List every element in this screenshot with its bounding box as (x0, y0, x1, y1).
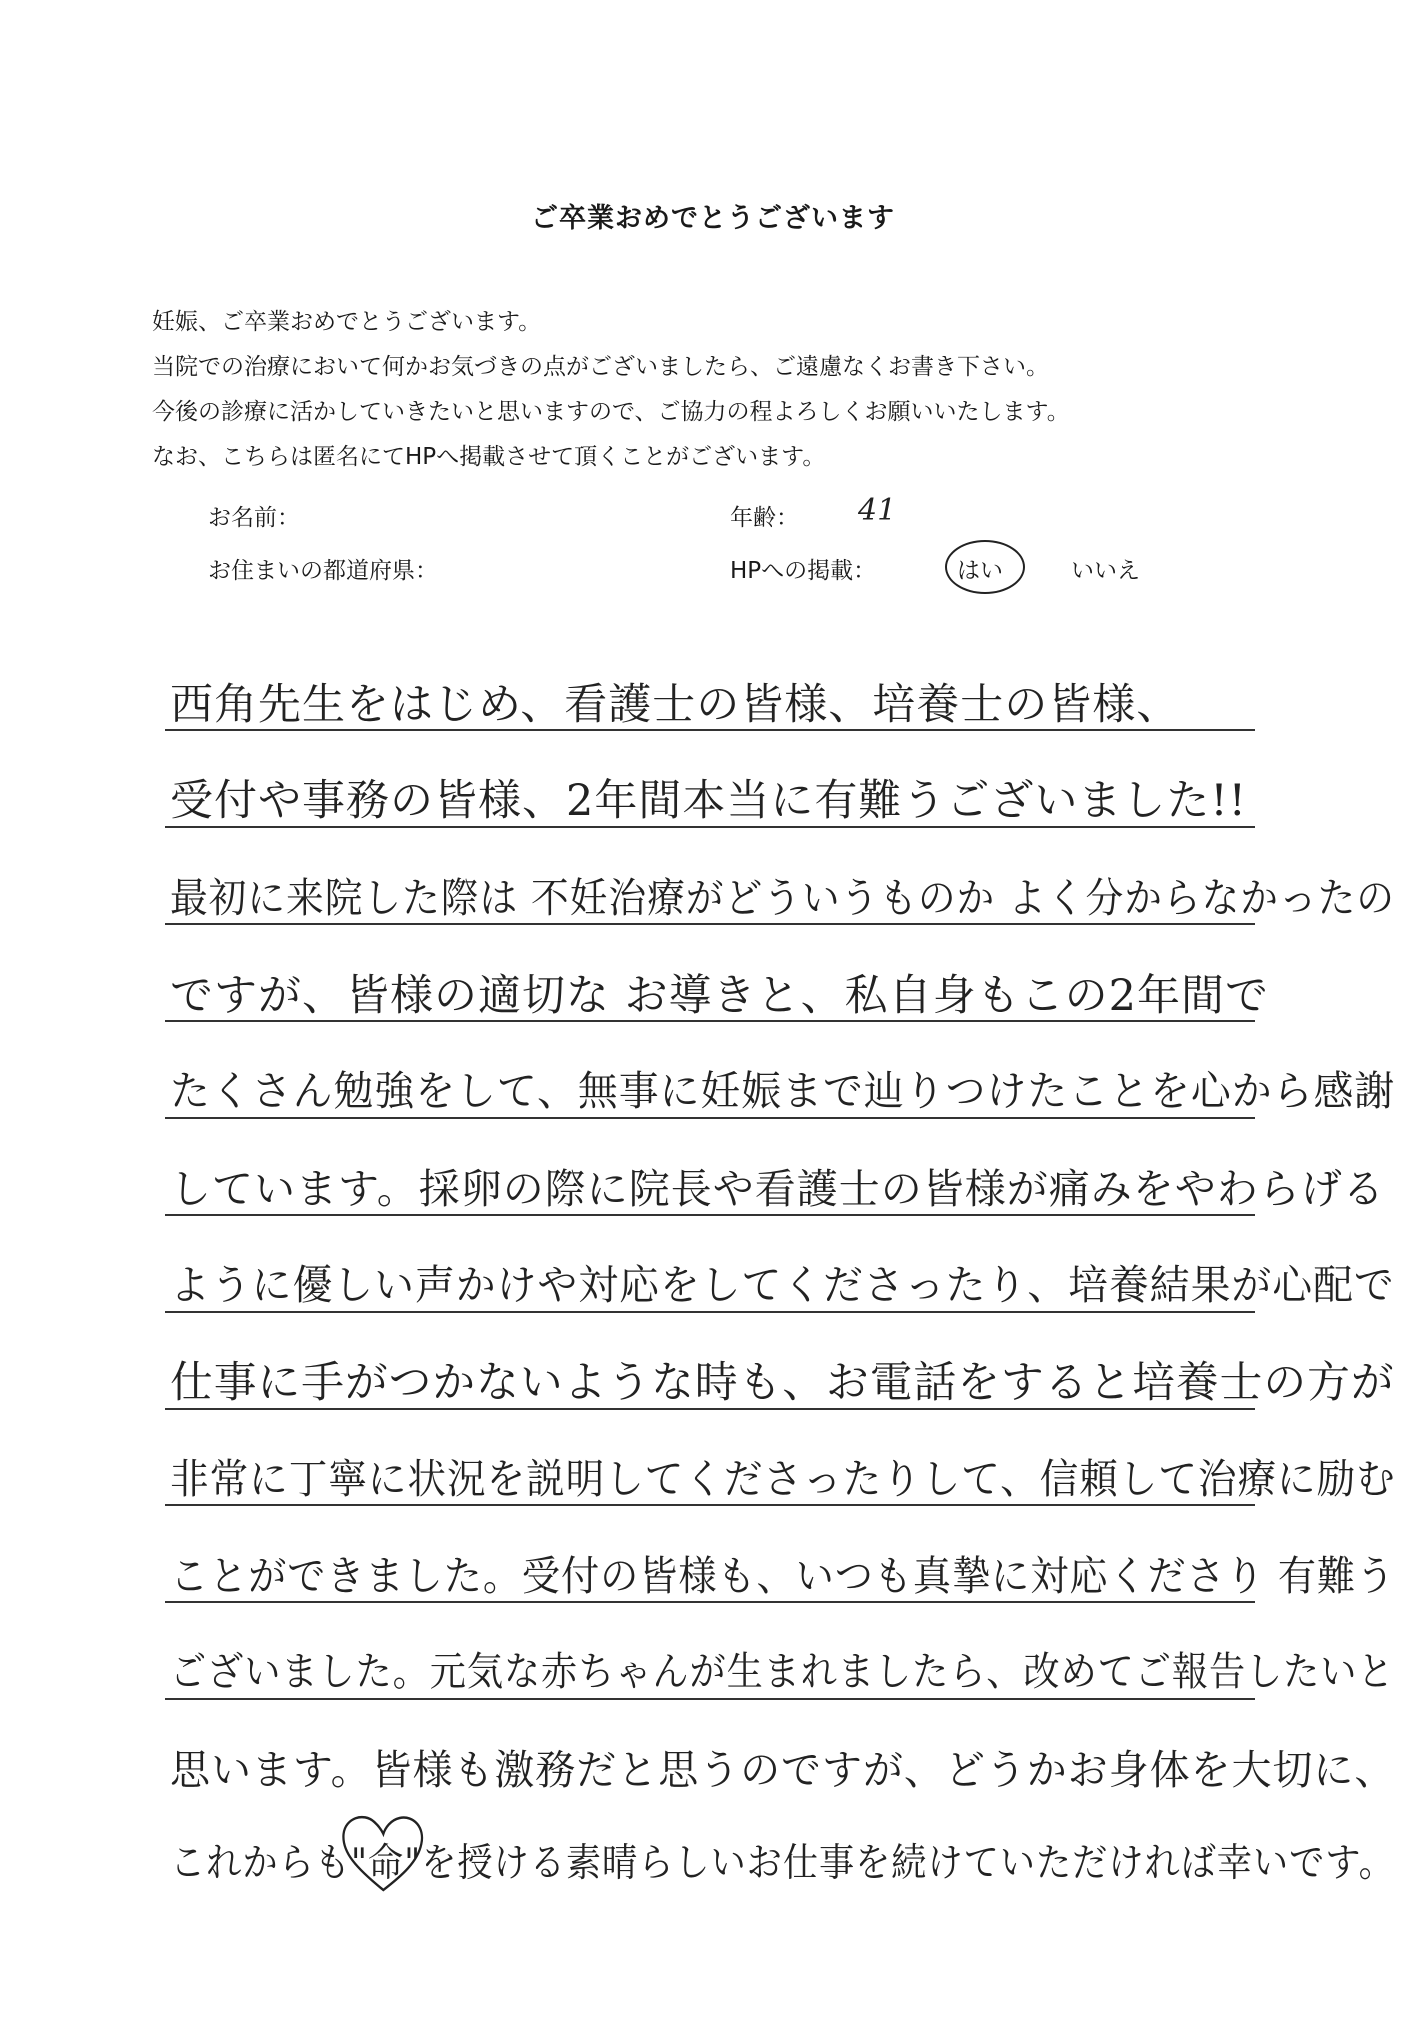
intro-line: 当院での治療において何かお気づきの点がございましたら、ご遠慮なくお書き下さい。 (152, 354, 1049, 380)
ruled-line (165, 1698, 1255, 1700)
letter-line: ことができました。受付の皆様も、いつも真摯に対応くださり 有難う (170, 1552, 1396, 1600)
ruled-line (165, 1504, 1255, 1506)
letter-line: たくさん勉強をして、無事に妊娠まで辿りつけたことを心から感謝 (170, 1067, 1396, 1115)
prefecture-label: お住まいの都道府県： (208, 558, 438, 584)
letter-last-line (170, 1832, 1395, 1888)
intro-line: 妊娠、ご卒業おめでとうございます。 (152, 309, 542, 335)
heart-icon (338, 1810, 428, 1896)
intro-line: 今後の診療に活かしていきたいと思いますので、ご協力の程よろしくお願いいたします。 (152, 399, 1070, 425)
letter-line: ですが、皆様の適切な お導きと、私自身もこの2年間で (170, 971, 1270, 1021)
ruled-line (165, 729, 1255, 731)
letter-highlight-word: "命" (350, 1841, 422, 1886)
hp-option-no[interactable]: いいえ (1071, 558, 1140, 584)
ruled-line (165, 1214, 1255, 1216)
ruled-line (165, 1408, 1255, 1410)
ruled-line (165, 1311, 1255, 1313)
letter-line: しています。採卵の際に院長や看護士の皆様が痛みをやわらげる (170, 1165, 1385, 1213)
heart-highlight (351, 1832, 421, 1888)
letter-line: 仕事に手がつかないような時も、お電話をすると培養士の方が (170, 1358, 1395, 1408)
letter-line: ように優しい声かけや対応をしてくださったり、培養結果が心配で (170, 1261, 1395, 1309)
letter-line: 思います。皆様も激務だと思うのですが、どうかお身体を大切に、 (170, 1746, 1396, 1794)
intro-text (152, 300, 1302, 480)
ruled-line (165, 1601, 1255, 1603)
letter-line: 最初に来院した際は 不妊治療がどういうものか よく分からなかったの (170, 874, 1395, 922)
ruled-line (165, 923, 1255, 925)
ruled-line (165, 826, 1255, 828)
letter-line: 非常に丁寧に状況を説明してくださったりして、信頼して治療に励む (170, 1455, 1396, 1503)
age-value: 41 (858, 493, 897, 528)
letter-last-after: を授ける素晴らしいお仕事を続けていただければ幸いです。 (421, 1841, 1395, 1886)
ruled-line (165, 1020, 1255, 1022)
age-label: 年齢： (730, 505, 799, 531)
intro-line: なお、こちらは匿名にてHPへ掲載させて頂くことがございます。 (152, 444, 826, 470)
page-title: ご卒業おめでとうございます (531, 203, 895, 234)
hp-label: HPへの掲載： (730, 558, 877, 584)
hp-option-yes[interactable]: はい (957, 558, 1003, 584)
name-label: お名前： (208, 505, 300, 531)
letter-line: ございました。元気な赤ちゃんが生まれましたら、改めてご報告したいと (170, 1649, 1395, 1695)
letter-line: 受付や事務の皆様、2年間本当に有難うございました!! (170, 776, 1247, 826)
ruled-line (165, 1117, 1255, 1119)
letter-last-before: これからも (170, 1841, 351, 1886)
letter-line: 西角先生をはじめ、看護士の皆様、培養士の皆様、 (170, 680, 1181, 730)
